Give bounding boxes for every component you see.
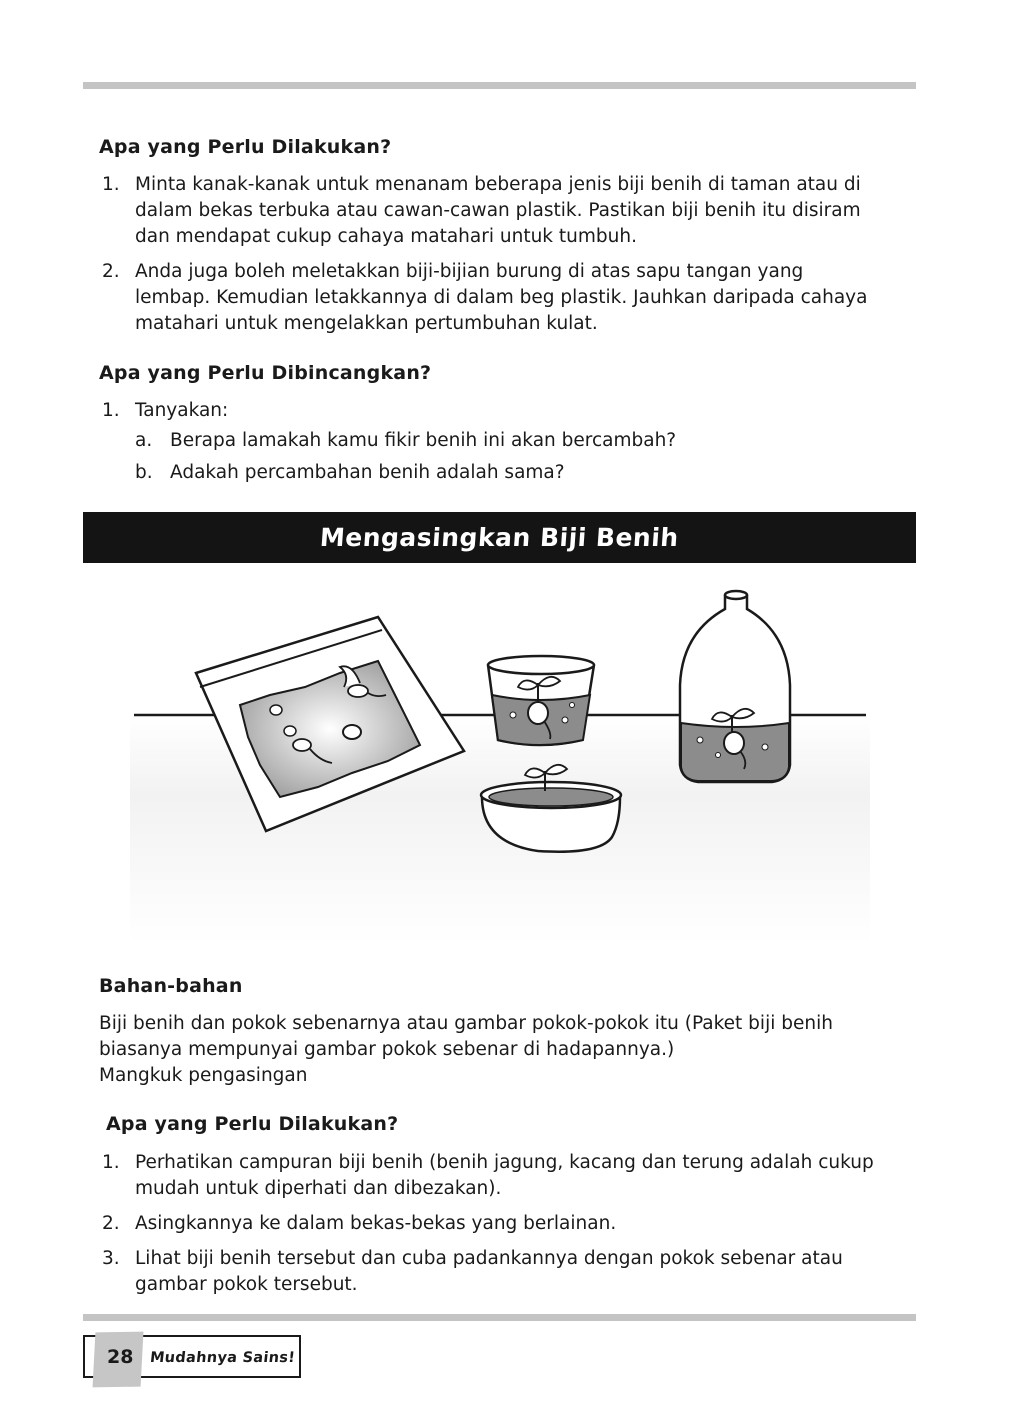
- top-rule: [83, 82, 916, 89]
- seed-germination-illustration: [120, 575, 880, 945]
- section-heading-what-to-do-2: Apa yang Perlu Dilakukan?: [106, 1113, 399, 1135]
- list-item-text: [135, 1246, 843, 1298]
- text-line: dan mendapat cukup cahaya matahari untuk tumbuh.: [135, 226, 637, 247]
- text-line: biasanya mempunyai gambar pokok sebenar di hadapannya.): [99, 1039, 675, 1060]
- sprouted-seed: [348, 685, 368, 697]
- sprouted-seed: [293, 739, 311, 751]
- page-number: 28: [107, 1346, 134, 1368]
- plastic-cup: [488, 656, 594, 745]
- text-line: Biji benih dan pokok sebenarnya atau gambar pokok-pokok itu (Paket biji benih: [99, 1013, 833, 1034]
- section-heading-what-to-do: Apa yang Perlu Dilakukan?: [99, 136, 392, 158]
- text-line: Mangkuk pengasingan: [99, 1065, 308, 1086]
- text-line: dalam bekas terbuka atau cawan-cawan plastik. Pastikan biji benih itu disiram: [135, 200, 861, 221]
- section-banner: [83, 512, 916, 563]
- list-item-text: [135, 172, 861, 250]
- book-title: Mudahnya Sains!: [149, 1350, 296, 1366]
- list-number: 1.: [102, 1152, 120, 1173]
- list-item-text: Tanyakan:: [135, 400, 229, 421]
- seed: [270, 705, 282, 715]
- text-line: Anda juga boleh meletakkan biji-bijian burung di atas sapu tangan yang: [135, 261, 804, 282]
- text-line: Lihat biji benih tersebut dan cuba padankannya dengan pokok sebenar atau: [135, 1248, 843, 1269]
- materials-text: [99, 1011, 833, 1089]
- sprouted-seed: [724, 732, 744, 754]
- sub-list-letter: b.: [135, 462, 153, 483]
- sprouted-seed: [528, 702, 548, 724]
- banner-title: Mengasingkan Biji Benih: [319, 523, 680, 552]
- list-item-text: [135, 1150, 874, 1202]
- text-line: mudah untuk diperhati dan dibezakan).: [135, 1178, 502, 1199]
- seed: [343, 725, 361, 739]
- list-number: 1.: [102, 400, 120, 421]
- list-number: 2.: [102, 1213, 120, 1234]
- text-line: matahari untuk mengelakkan pertumbuhan kulat.: [135, 313, 598, 334]
- sub-list-text: Berapa lamakah kamu fikir benih ini akan bercambah?: [170, 430, 677, 451]
- cut-bottle: [680, 591, 790, 782]
- sub-list-text: Adakah percambahan benih adalah sama?: [170, 462, 565, 483]
- bottom-rule: [83, 1314, 916, 1321]
- text-line: gambar pokok tersebut.: [135, 1274, 358, 1295]
- list-item-text: [135, 259, 867, 337]
- section-heading-discuss: Apa yang Perlu Dibincangkan?: [99, 362, 432, 384]
- list-item-text: [135, 1211, 616, 1237]
- list-number: 2.: [102, 261, 120, 282]
- sub-list-letter: a.: [135, 430, 153, 451]
- section-heading-materials: Bahan-bahan: [99, 975, 243, 997]
- text-line: Minta kanak-kanak untuk menanam beberapa jenis biji benih di taman atau di: [135, 174, 861, 195]
- list-number: 3.: [102, 1248, 120, 1269]
- soil: [489, 788, 613, 806]
- text-line: Asingkannya ke dalam bekas-bekas yang berlainan.: [135, 1213, 617, 1234]
- text-line: Perhatikan campuran biji benih (benih jagung, kacang dan terung adalah cukup: [135, 1152, 874, 1173]
- text-line: lembap. Kemudian letakkannya di dalam beg plastik. Jauhkan daripada cahaya: [135, 287, 868, 308]
- list-number: 1.: [102, 174, 120, 195]
